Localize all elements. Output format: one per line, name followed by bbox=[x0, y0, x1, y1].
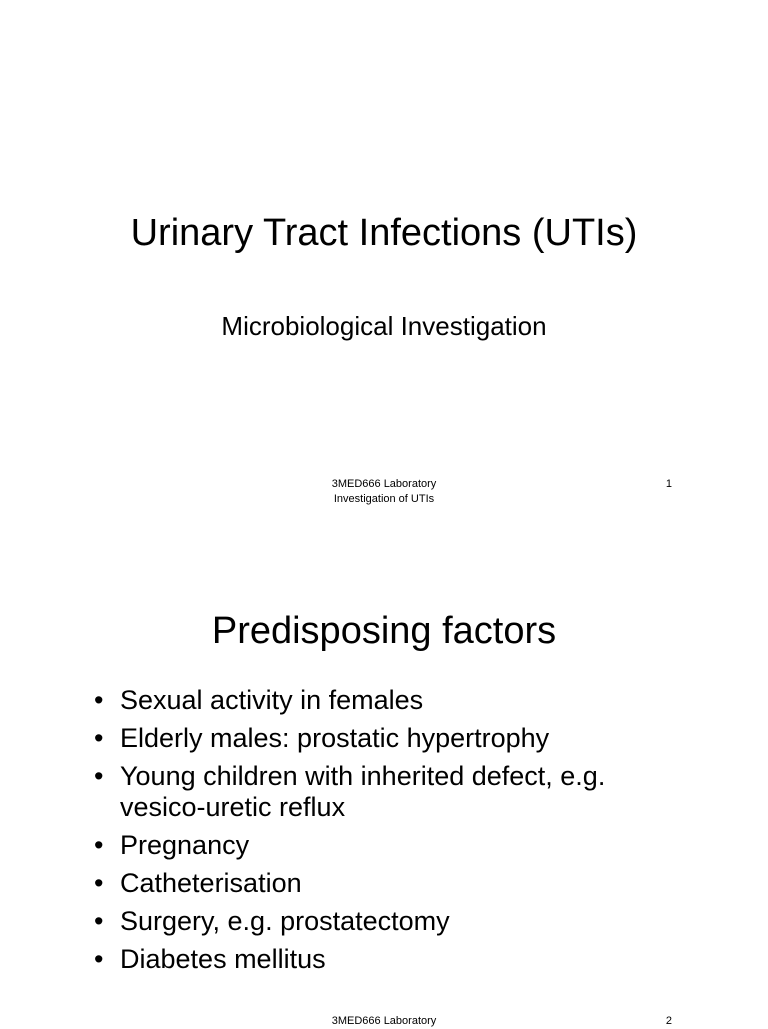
bullet-text: vesico-uretic reflux bbox=[120, 792, 346, 822]
bullet-item bbox=[94, 723, 734, 754]
bullet-item bbox=[94, 830, 734, 861]
bullet-text: Catheterisation bbox=[120, 868, 302, 898]
bullet-marker: • bbox=[94, 761, 104, 791]
bullet-text: Diabetes mellitus bbox=[120, 944, 326, 974]
bullet-marker: • bbox=[94, 944, 104, 974]
bullet-marker: • bbox=[94, 685, 104, 715]
bullet-list bbox=[94, 685, 734, 982]
bullet-marker: • bbox=[94, 868, 104, 898]
bullet-text: Young children with inherited defect, e.g. bbox=[120, 761, 606, 791]
slide-title: Urinary Tract Infections (UTIs) bbox=[130, 212, 638, 254]
bullet-item bbox=[94, 944, 734, 975]
bullet-text: Sexual activity in females bbox=[120, 685, 424, 715]
bullet-item bbox=[94, 906, 734, 937]
page-number: 2 bbox=[665, 1015, 672, 1027]
footer-course-text bbox=[284, 477, 484, 507]
bullet-item bbox=[94, 868, 734, 899]
slide-subtitle: Microbiological Investigation bbox=[221, 311, 547, 341]
page-number: 1 bbox=[665, 478, 672, 490]
footer-course-line: 3MED666 Laboratory bbox=[331, 478, 437, 490]
bullet-text: Surgery, e.g. prostatectomy bbox=[120, 906, 450, 936]
footer-course-text bbox=[284, 1014, 484, 1029]
footer-course-line: 3MED666 Laboratory bbox=[331, 1015, 437, 1027]
slide-title: Predisposing factors bbox=[211, 610, 557, 652]
bullet-marker: • bbox=[94, 723, 104, 753]
bullet-marker: • bbox=[94, 830, 104, 860]
bullet-marker: • bbox=[94, 906, 104, 936]
bullet-text: Pregnancy bbox=[120, 830, 250, 860]
bullet-item bbox=[94, 761, 734, 823]
bullet-text: Elderly males: prostatic hypertrophy bbox=[120, 723, 550, 753]
bullet-item bbox=[94, 685, 734, 716]
footer-course-line: Investigation of UTIs bbox=[333, 493, 435, 505]
